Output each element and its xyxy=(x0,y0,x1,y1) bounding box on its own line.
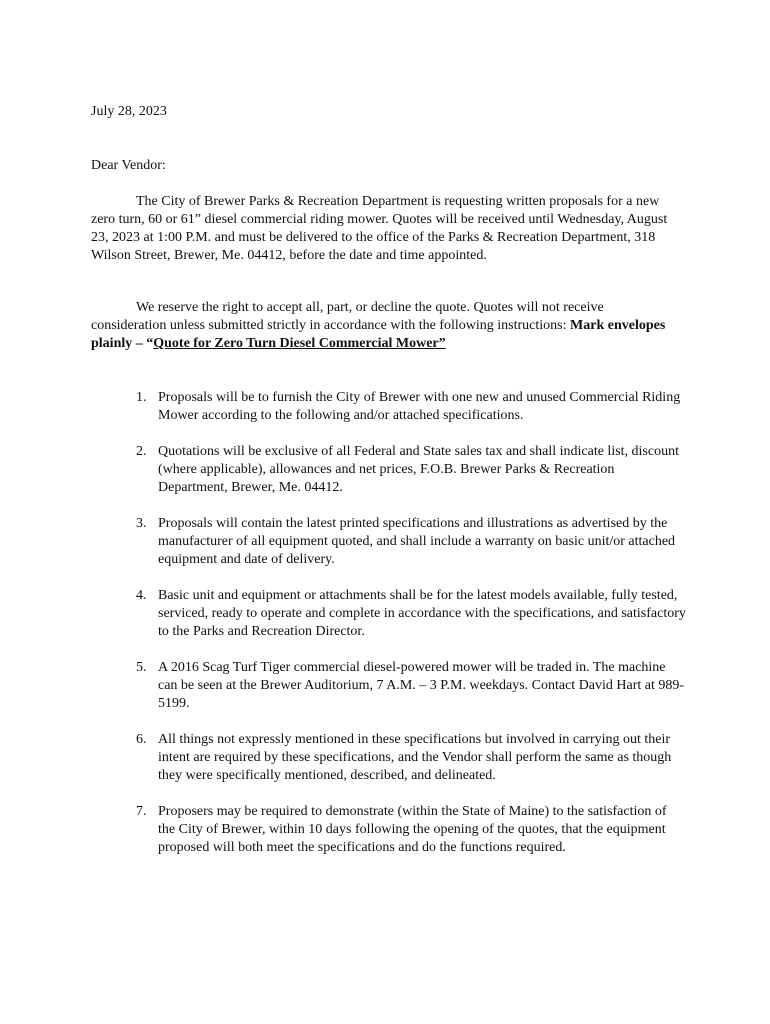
item-text: Proposals will be to furnish the City of Brewer with one new and unused Commercial Riding Mower according to the following and/or attached specifications. xyxy=(158,390,681,423)
item-text: Proposers may be required to demonstrate (within the State of Maine) to the satisfaction of the City of Brewer, within 10 days following the opening of the quotes, that the equipment proposed will both meet the specifications and do the functions required. xyxy=(158,804,667,855)
list-item xyxy=(0,515,686,569)
list-item xyxy=(0,443,686,497)
envelope-label-text: Quote for Zero Turn Diesel Commercial Mower” xyxy=(153,336,446,351)
letter-date: July 28, 2023 xyxy=(91,104,167,119)
mark-envelopes-text: Mark envelopes plainly – “ xyxy=(91,318,666,351)
item-text: Proposals will contain the latest printed specifications and illustrations as advertised by the manufacturer of all equipment quoted, and shall include a warranty on basic unit/or attached equipment and date of delivery. xyxy=(158,516,676,567)
item-number: 4. xyxy=(136,588,147,603)
list-item xyxy=(0,587,686,641)
salutation: Dear Vendor: xyxy=(91,158,166,173)
list-item xyxy=(0,659,686,713)
item-text: A 2016 Scag Turf Tiger commercial diesel-powered mower will be traded in. The machine can be seen at the Brewer Auditorium, 7 A.M. – 3 P.M. weekdays. Contact David Hart at 989-5199. xyxy=(158,660,685,711)
item-number: 5. xyxy=(136,660,147,675)
instructions-text: We reserve the right to accept all, part, or decline the quote. Quotes will not receive consideration unless submitted strictly in accordance with the following instructions: xyxy=(91,300,604,333)
item-text: Basic unit and equipment or attachments shall be for the latest models available, fully tested, serviced, ready to operate and complete in accordance with the specifications, and satisfactory to the Parks and Recreation Director. xyxy=(158,588,686,639)
item-number: 3. xyxy=(136,516,147,531)
list-item xyxy=(0,389,686,425)
instructions-paragraph xyxy=(91,299,681,353)
item-text: Quotations will be exclusive of all Federal and State sales tax and shall indicate list, discount (where applicable), allowances and net prices, F.O.B. Brewer Parks & Recreation Department, Brewer, Me. 04412. xyxy=(158,444,679,495)
list-item xyxy=(0,731,686,785)
item-number: 6. xyxy=(136,732,147,747)
intro-paragraph: The City of Brewer Parks & Recreation Department is requesting written proposals for a new zero turn, 60 or 61” diesel commercial riding mower. Quotes will be received until Wednesday, August 23, 2023 at 1:00 P.M. and must be delivered to the office of the Parks & Recreation Department, 318 Wilson Street, Brewer, Me. 04412, before the date and time appointed. xyxy=(91,194,668,263)
requirements-list xyxy=(0,389,770,875)
item-text: All things not expressly mentioned in these specifications but involved in carrying out their intent are required by these specifications, and the Vendor shall perform the same as though they were specifically mentioned, described, and delineated. xyxy=(158,732,672,783)
item-number: 2. xyxy=(136,444,147,459)
list-item xyxy=(0,803,686,857)
item-number: 1. xyxy=(136,390,147,405)
item-number: 7. xyxy=(136,804,147,819)
